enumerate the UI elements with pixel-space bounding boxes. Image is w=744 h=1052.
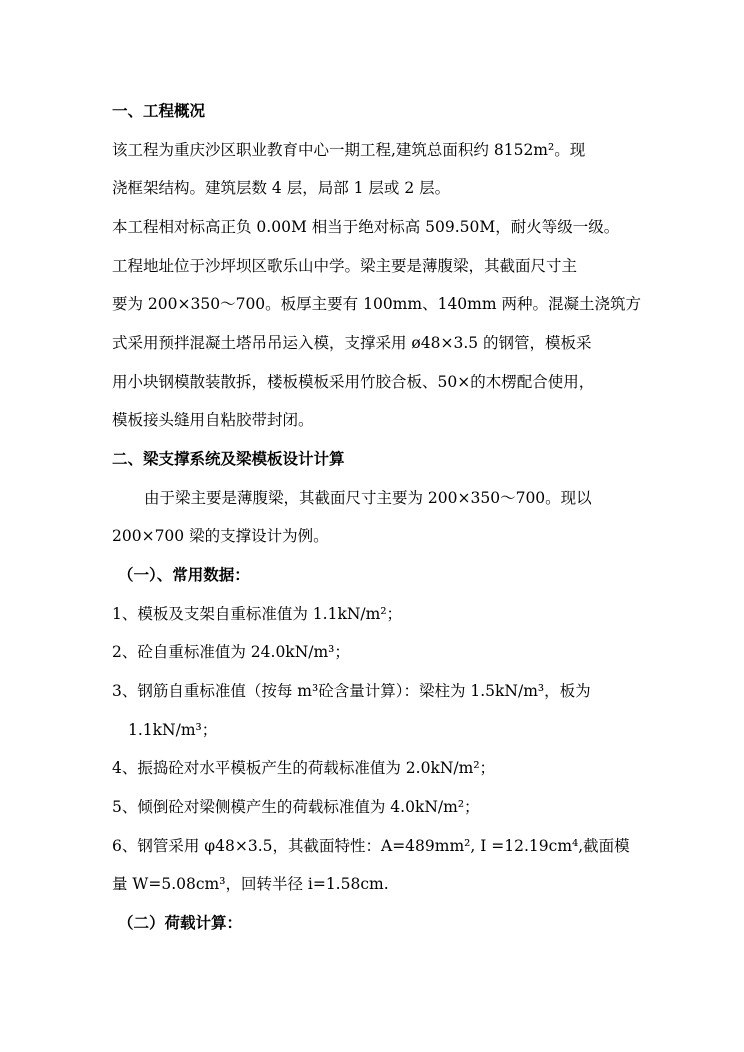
section-heading-2: 二、梁支撑系统及梁模板设计计算	[112, 450, 345, 468]
section-heading-1: 一、工程概况	[112, 102, 206, 120]
paragraph-line: 用小块钢模散装散拆，楼板模板采用竹胶合板、50×的木楞配合使用，	[112, 373, 595, 391]
list-item-continuation: 量 W=5.08cm³，回转半径 i=1.58cm.	[112, 875, 389, 893]
paragraph-line: 该工程为重庆沙区职业教育中心一期工程,建筑总面积约 8152m²。现	[112, 141, 586, 159]
paragraph-line: 式采用预拌混凝土塔吊吊运入模，支撑采用 ø48×3.5 的钢管，模板采	[112, 334, 592, 352]
list-item: 2、砼自重标准值为 24.0kN/m³；	[112, 643, 350, 661]
list-item: 1、模板及支架自重标准值为 1.1kN/m²；	[112, 605, 403, 623]
paragraph-line: 200×700 梁的支撑设计为例。	[112, 527, 329, 545]
list-item: 3、钢筋自重标准值（按每 m³砼含量计算）：梁柱为 1.5kN/m³，板为	[112, 682, 591, 700]
paragraph-line: 由于梁主要是薄腹梁，其截面尺寸主要为 200×350～700。现以	[144, 489, 592, 507]
paragraph-line: 本工程相对标高正负 0.00M 相当于绝对标高 509.50M，耐火等级一级。	[112, 218, 620, 236]
paragraph-line: 要为 200×350～700。板厚主要有 100mm、140mm 两种。混凝土浇筑方	[112, 295, 641, 313]
list-item-continuation: 1.1kN/m³；	[128, 721, 218, 739]
paragraph-line: 浇框架结构。建筑层数 4 层，局部 1 层或 2 层。	[112, 179, 451, 197]
paragraph-line: 工程地址位于沙坪坝区歌乐山中学。梁主要是薄腹梁，其截面尺寸主	[112, 257, 578, 275]
list-item: 6、钢管采用 φ48×3.5，其截面特性：A=489mm², I =12.19cm⁴,截面模	[112, 837, 630, 855]
subsection-heading-1: （一）、常用数据：	[118, 566, 250, 584]
list-item: 4、振捣砼对水平模板产生的荷载标准值为 2.0kN/m²；	[112, 759, 496, 777]
subsection-heading-2: （二）荷载计算：	[118, 914, 243, 932]
list-item: 5、倾倒砼对梁侧模产生的荷载标准值为 4.0kN/m²；	[112, 798, 480, 816]
paragraph-line: 模板接头缝用自粘胶带封闭。	[112, 411, 314, 429]
